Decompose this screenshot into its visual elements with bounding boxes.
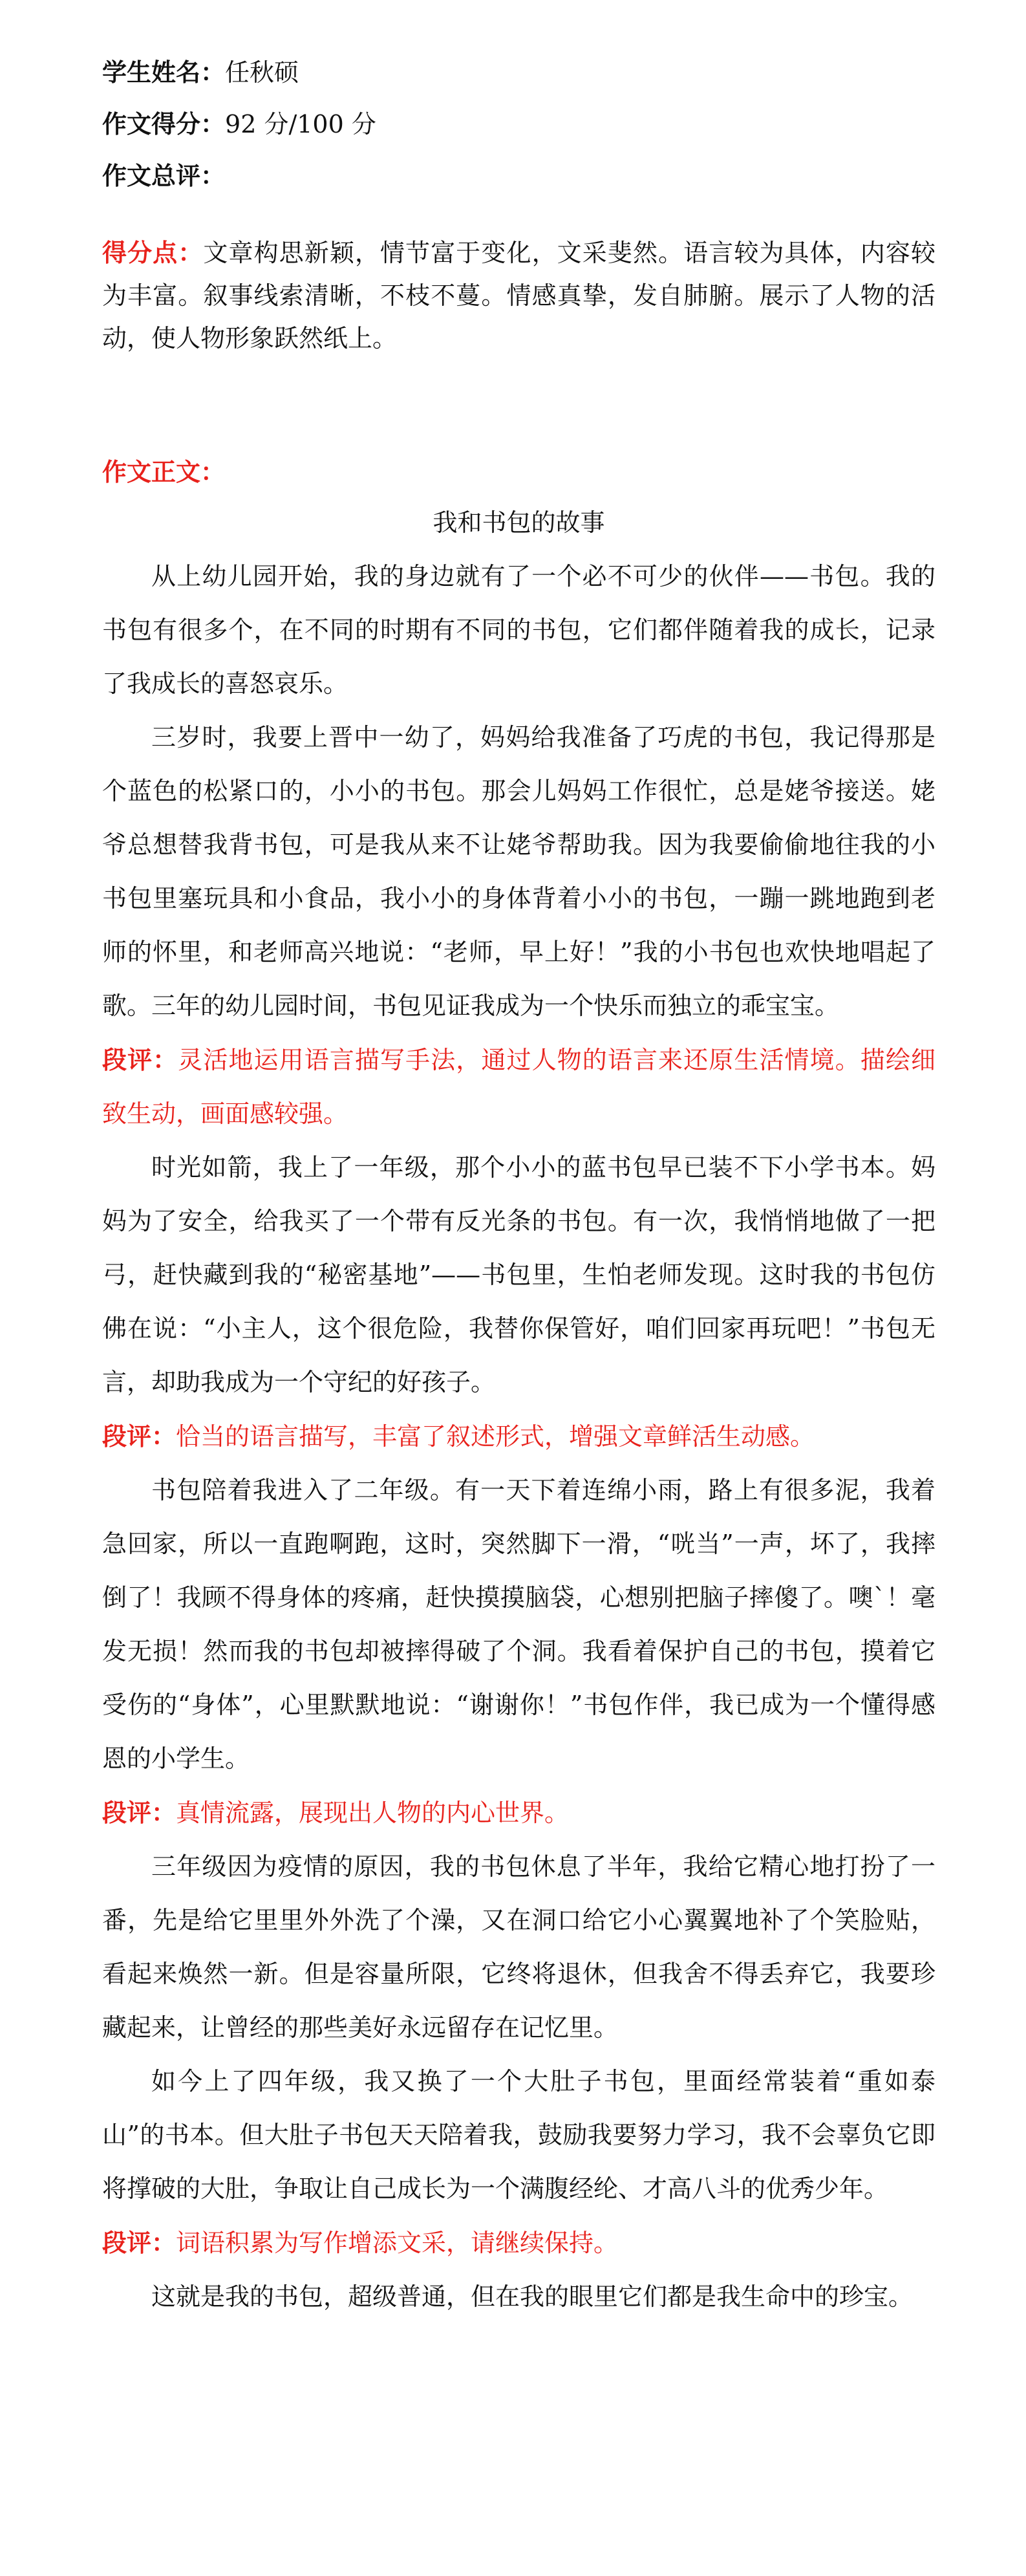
paragraph-comment-3: [102, 1786, 935, 1840]
review-line: [102, 160, 935, 191]
comment-text: 真情流露，展现出人物的内心世界。: [176, 1799, 570, 1827]
essay-paragraph-3: 时光如箭，我上了一年级，那个小小的蓝书包早已装不下小学书本。妈妈为了安全，给我买了一个带有反光条的书包。有一次，我悄悄地做了一把弓，赶快藏到我的“秘密基地”——书包里，生怕老师发现。这时我的书包仿佛在说：“小主人，这个很危险，我替你保管好，咱们回家再玩吧！”书包无言，却助我成为一个守纪的好孩子。: [102, 1153, 935, 1396]
score-value: 92 分/100 分: [225, 110, 376, 138]
comment-label: 段评：: [102, 1045, 178, 1074]
essay-paragraph-6: 如今上了四年级，我又换了一个大肚子书包，里面经常装着“重如泰山”的书本。但大肚子书包天天陪着我，鼓励我要努力学习，我不会辜负它即将撑破的大肚，争取让自己成长为一个满腹经纶、才高八斗的优秀少年。: [102, 2067, 935, 2203]
score-label: 作文得分：: [102, 109, 226, 138]
essay-paragraph-2: 三岁时，我要上晋中一幼了，妈妈给我准备了巧虎的书包，我记得那是个蓝色的松紧口的，小小的书包。那会儿妈妈工作很忙，总是姥爷接送。姥爷总想替我背书包，可是我从来不让姥爷帮助我。因为我要偷偷地往我的小书包里塞玩具和小食品，我小小的身体背着小小的书包，一蹦一跳地跑到老师的怀里，和老师高兴地说：“老师，早上好！”我的小书包也欢快地唱起了歌。三年的幼儿园时间，书包见证我成为一个快乐而独立的乖宝宝。: [102, 723, 935, 1020]
essay-heading: 作文正文：: [102, 457, 226, 486]
comment-text: 灵活地运用语言描写手法，通过人物的语言来还原生活情境。描绘细致生动，画面感较强。: [102, 1046, 935, 1128]
comment-label: 段评：: [102, 1798, 176, 1827]
comment-text: 词语积累为写作增添文采，请继续保持。: [176, 2229, 619, 2257]
student-name-label: 学生姓名：: [102, 58, 226, 87]
essay-paragraph-4: 书包陪着我进入了二年级。有一天下着连绵小雨，路上有很多泥，我着急回家，所以一直跑啊跑，这时，突然脚下一滑，“咣当”一声，坏了，我摔倒了！我顾不得身体的疼痛，赶快摸摸脑袋，心想别把脑子摔傻了。噢`！毫发无损！然而我的书包却被摔得破了个洞。我看着保护自己的书包，摸着它受伤的“身体”，心里默默地说：“谢谢你！”书包作伴，我已成为一个懂得感恩的小学生。: [102, 1476, 935, 1773]
comment-label: 段评：: [102, 2228, 176, 2257]
paragraph-comment-1: [102, 1033, 935, 1141]
summary-label: 得分点：: [102, 238, 204, 267]
summary-text: 文章构思新颖，情节富于变化，文采斐然。语言较为具体，内容较为丰富。叙事线索清晰，不枝不蔓。情感真挚，发自肺腑。展示了人物的活动，使人物形象跃然纸上。: [102, 239, 935, 352]
review-label: 作文总评：: [102, 161, 226, 190]
essay-paragraph-7: 这就是我的书包，超级普通，但在我的眼里它们都是我生命中的珍宝。: [151, 2282, 914, 2311]
paragraph-comment-4: [102, 2216, 935, 2270]
student-name-line: [102, 57, 935, 88]
paragraph-comment-2: [102, 1409, 935, 1464]
comment-text: 恰当的语言描写，丰富了叙述形式，增强文章鲜活生动感。: [176, 1422, 815, 1451]
summary-comment: [102, 232, 935, 360]
comment-label: 段评：: [102, 1422, 176, 1451]
essay-paragraph-5: 三年级因为疫情的原因，我的书包休息了半年，我给它精心地打扮了一番，先是给它里里外外洗了个澡，又在洞口给它小心翼翼地补了个笑脸贴，看起来焕然一新。但是容量所限，它终将退休，但我舍不得丢弃它，我要珍藏起来，让曾经的那些美好永远留存在记忆里。: [102, 1852, 935, 2042]
essay-paragraph-1: 从上幼儿园开始，我的身边就有了一个必不可少的伙伴——书包。我的书包有很多个，在不同的时期有不同的书包，它们都伴随着我的成长，记录了我成长的喜怒哀乐。: [102, 562, 935, 698]
essay-title: 我和书包的故事: [433, 508, 605, 537]
student-name-value: 任秋硕: [225, 58, 299, 87]
score-line: [102, 109, 935, 140]
